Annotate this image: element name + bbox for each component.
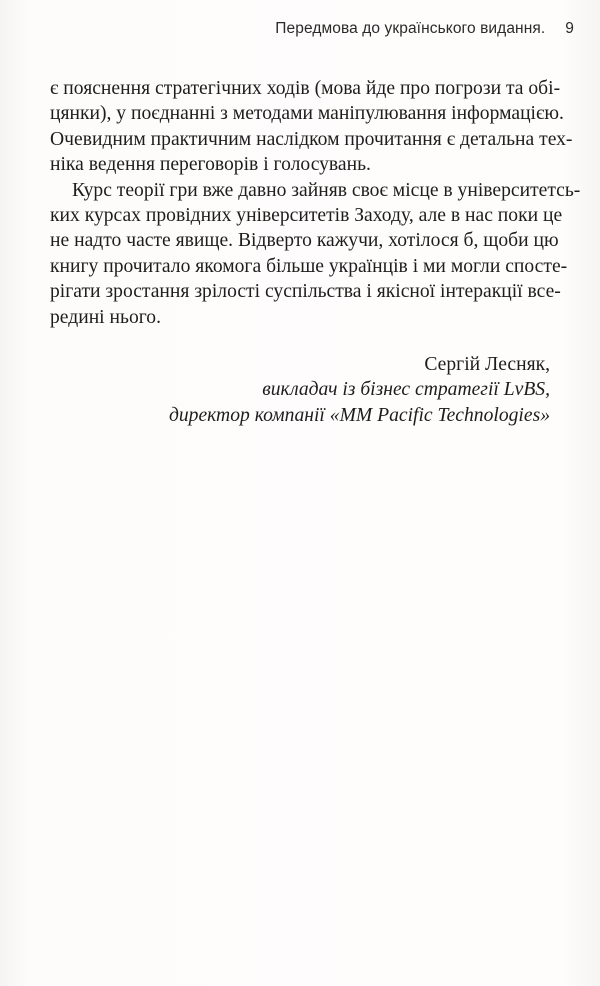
page-number: 9 — [565, 20, 574, 37]
text-line: редині нього. — [50, 306, 161, 328]
text-line: не надто часте явище. Відверто кажучи, хотілося б, щоби цю — [50, 230, 559, 252]
text-line: цянки), у поєднанні з методами маніпулювання інформацією. — [50, 103, 564, 125]
text-line: книгу прочитало якомога більше українців і ми могли спосте- — [50, 255, 568, 277]
text-line: ніка ведення переговорів і голосувань. — [50, 154, 371, 176]
text-line: є пояснення стратегічних ходів (мова йде про погрози та обі- — [50, 78, 561, 99]
author-name: Сергій Лесняк, — [424, 354, 550, 375]
paragraph-2 — [50, 178, 581, 330]
paragraph-1 — [50, 76, 573, 178]
running-head — [275, 20, 574, 38]
text-line: рігати зростання зрілості суспільства і якісної інтеракції все- — [50, 281, 561, 303]
text-line: Очевидним практичним наслідком прочитання є детальна тех- — [50, 128, 573, 150]
author-company: директор компанії «MM Pacific Technologies» — [168, 404, 550, 426]
text-line: ких курсах провідних університетів Заходу, але в нас поки це — [50, 204, 563, 226]
author-role: викладач із бізнес стратегії LvBS, — [262, 379, 550, 401]
body-text — [50, 76, 581, 330]
text-line: Курс теорії гри вже давно зайняв своє місце в університетсь- — [72, 179, 581, 201]
running-title: Передмова до українського видання. — [275, 20, 546, 37]
signature-block — [169, 352, 550, 428]
